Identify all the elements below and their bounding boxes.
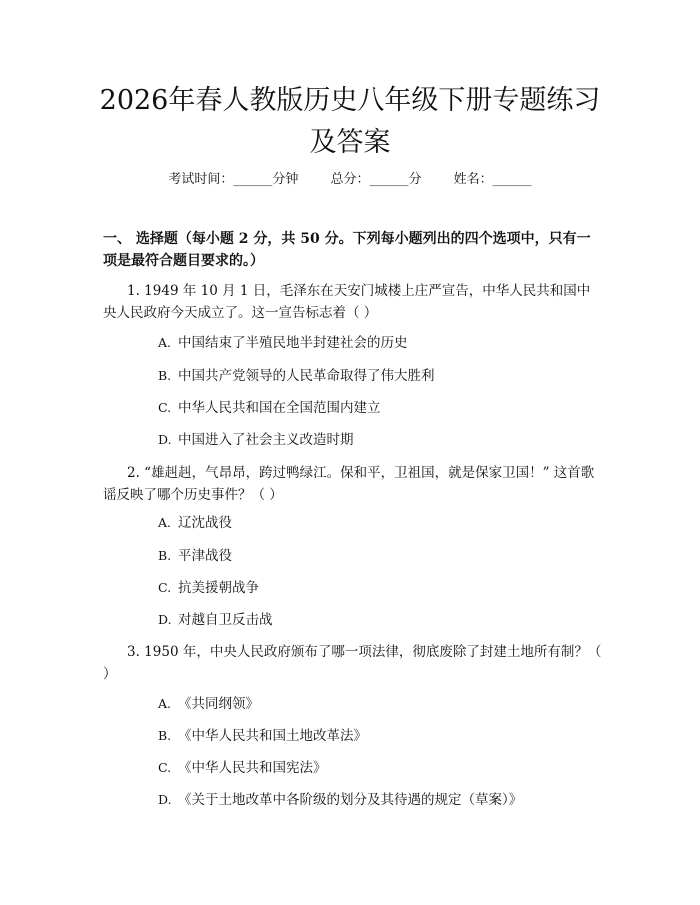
option-3d (158, 790, 522, 810)
option-3c (158, 758, 327, 778)
option-letter: A. (158, 696, 172, 711)
option-1d (158, 430, 354, 450)
option-2d (158, 610, 273, 630)
option-letter: D. (158, 432, 172, 447)
option-3b (158, 726, 367, 746)
option-letter: C. (158, 760, 172, 775)
option-letter: B. (158, 728, 172, 743)
exam-time: 考试时间：______分钟 (168, 172, 299, 187)
exam-meta (0, 168, 700, 187)
option-text: 平津战役 (178, 548, 232, 564)
option-text: 《中华人民共和国土地改革法》 (178, 728, 367, 744)
option-2b (158, 546, 232, 566)
question-text: 3. 1950 年，中央人民政府颁布了哪一项法律，彻底废除了封建土地所有制？（ ） (103, 644, 602, 682)
section-heading: 一、 选择题（每小题 2 分，共 50 分。下列每小题列出的四个选项中，只有一项是最符合题目要求的。） (103, 231, 591, 269)
question-text: 2. “雄赳赳，气昂昂，跨过鸭绿江。保和平，卫祖国，就是保家卫国！” 这首歌谣反映了哪个历史事件？（ ） (103, 465, 595, 503)
option-text: 《中华人民共和国宪法》 (178, 760, 327, 776)
option-letter: C. (158, 400, 172, 415)
total-score: 总分：______分 (330, 172, 422, 187)
option-letter: A. (158, 335, 172, 350)
question-2 (103, 462, 603, 506)
option-1b (158, 366, 435, 386)
option-letter: B. (158, 368, 172, 383)
option-letter: D. (158, 792, 172, 807)
option-3a (158, 694, 259, 714)
option-text: 中国共产党领导的人民革命取得了伟大胜利 (178, 368, 435, 384)
option-letter: C. (158, 580, 172, 595)
option-text: 中华人民共和国在全国范围内建立 (178, 400, 381, 416)
option-text: 《共同纲领》 (178, 696, 259, 712)
option-2c (158, 578, 259, 598)
option-text: 中国结束了半殖民地半封建社会的历史 (178, 335, 408, 351)
question-text: 1. 1949 年 10 月 1 日，毛泽东在天安门城楼上庄严宣告，中华人民共和国中央人民政府今天成立了。这一宣告标志着（ ） (103, 283, 591, 321)
option-text: 《关于土地改革中各阶级的划分及其待遇的规定（草案）》 (178, 792, 523, 808)
question-1 (103, 280, 603, 324)
option-2a (158, 513, 232, 533)
question-3 (103, 641, 603, 685)
option-text: 对越自卫反击战 (178, 612, 273, 628)
option-text: 辽沈战役 (178, 515, 232, 531)
option-1a (158, 333, 408, 353)
document-title: 2026年春人教版历史八年级下册专题练习及答案 (99, 85, 601, 158)
option-1c (158, 398, 381, 418)
option-text: 中国进入了社会主义改造时期 (178, 432, 354, 448)
option-letter: A. (158, 515, 172, 530)
option-letter: D. (158, 612, 172, 627)
option-text: 抗美援朝战争 (178, 580, 259, 596)
option-letter: B. (158, 548, 172, 563)
student-name: 姓名：______ (453, 172, 532, 187)
